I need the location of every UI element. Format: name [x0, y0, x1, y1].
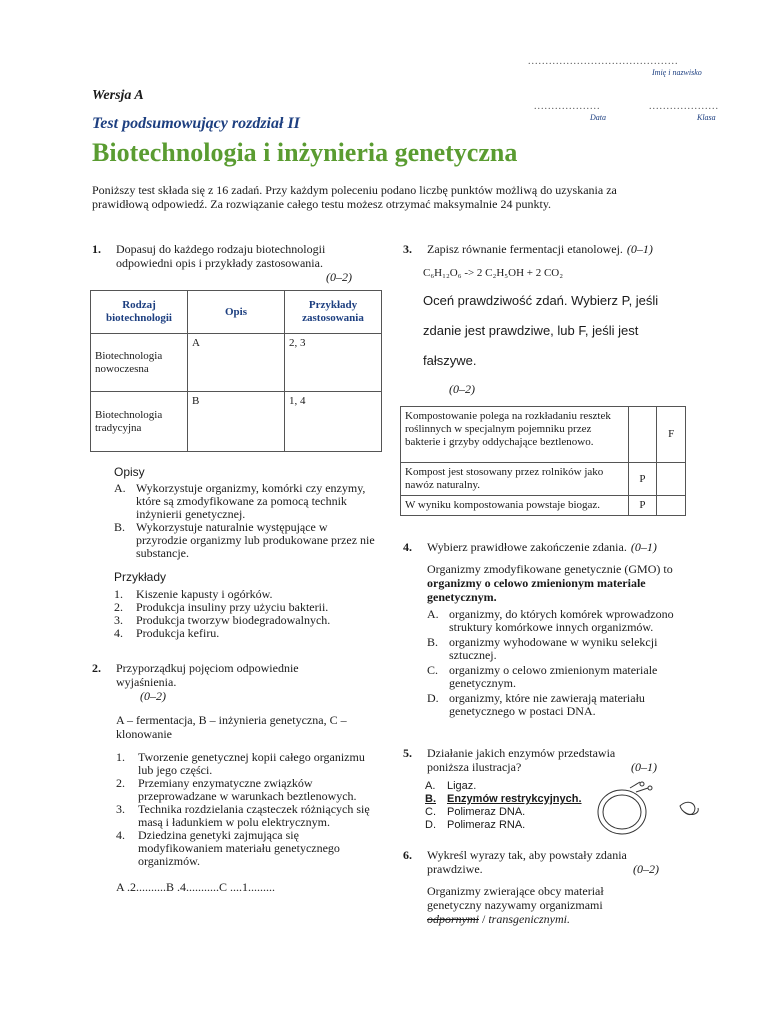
option-d[interactable]: D. Polimeraz RNA. [425, 819, 526, 831]
option-b[interactable]: B. Enzymów restrykcyjnych. [425, 793, 582, 805]
list-item: 2. Przemiany enzymatyczne związków przeprowadzane w warunkach beztlenowych. [116, 776, 357, 803]
class-field-line[interactable]: .................... [649, 101, 719, 112]
test-subtitle: Test podsumowujący rozdział II [92, 115, 300, 132]
statement-cell: Kompostowanie polega na rozkładaniu resztek roślinnych w specjalnym pojemniku przez bakterie i grzyby oddychające beztlenowo. [401, 407, 629, 463]
question-text: Przyporządkuj pojęciom odpowiednie wyjaśnienia. [116, 661, 299, 689]
question-number: 4. [403, 540, 412, 554]
version-label: Wersja A [92, 88, 144, 103]
plasmid-inner-icon [603, 795, 641, 829]
question-text: Dopasuj do każdego rodzaju biotechnologii odpowiedni opis i przykłady zastosowania. [116, 242, 326, 270]
list-item: B. Wykorzystuje naturalnie występujące w przyrodzie organizmy lub produkowane przez nie substancje. [114, 520, 375, 560]
option-d[interactable]: D. organizmy, które nie zawierają materiału genetycznego w postaci DNA. [427, 691, 645, 718]
q1-answer-table [90, 290, 382, 452]
answer-cell[interactable]: B [188, 392, 285, 452]
question-3 [403, 242, 693, 396]
plasmid-cutting-illustration [590, 780, 705, 842]
option-a[interactable]: A. Ligaz. [425, 780, 477, 792]
question-1 [92, 242, 382, 284]
q4-stem: Organizmy zmodyfikowane genetycznie (GMO) to organizmy o celowo zmienionym materiale genetycznym. [427, 562, 673, 604]
intro-text: Poniższy test składa się z 16 zadań. Przy każdym poleceniu podano liczbę punktów możliwą do uzyskania za prawidłową odpowiedź. Za rozwiązanie całego testu możesz otrzymać maksymalnie 24 punkty. [92, 183, 617, 211]
false-cell[interactable] [657, 463, 686, 496]
question-points: (0–1) [626, 242, 653, 256]
name-label: Imię i nazwisko [652, 68, 702, 77]
date-label: Data [590, 113, 606, 122]
question-2 [92, 661, 382, 894]
true-cell[interactable] [628, 407, 657, 463]
table-cell: Biotechnologia tradycyjna [91, 392, 188, 452]
statement-cell: Kompost jest stosowany przez rolników jako nawóz naturalny. [401, 463, 629, 496]
question-number: 2. [92, 661, 101, 675]
answer-cell[interactable]: 2, 3 [285, 334, 382, 392]
table-header: Opis [188, 291, 285, 334]
q2-answer-line[interactable]: A .2..........B .4...........C ....1......... [116, 880, 276, 894]
question-number: 1. [92, 242, 101, 256]
list-item: 2. Produkcja insuliny przy użyciu bakterii. [114, 600, 329, 614]
list-item: 1. Kiszenie kapusty i ogórków. [114, 587, 273, 601]
list-item: 3. Produkcja tworzyw biodegradowalnych. [114, 613, 331, 627]
terms-list: A – fermentacja, B – inżynieria genetyczna, C – klonowanie [116, 713, 347, 741]
question-text: Wybierz prawidłowe zakończenie zdania. [427, 540, 627, 554]
table-cell: Biotechnologia nowoczesna [91, 334, 188, 392]
false-cell[interactable] [657, 496, 686, 516]
answer-highlight: organizmy o celowo zmienionym materiale genetycznym. [427, 576, 646, 604]
statement-cell: W wyniku kompostowania powstaje biogaz. [401, 496, 629, 516]
table-header: Rodzaj biotechnologii [91, 291, 188, 334]
option-c[interactable]: C. organizmy o celowo zmienionym materiale genetycznym. [427, 663, 658, 690]
list-item: 4. Dziedzina genetyki zajmująca się modyfikowaniem materiału genetycznego organizmów. [116, 828, 340, 868]
list-item: 1. Tworzenie genetycznej kopii całego organizmu lub jego części. [116, 750, 365, 777]
question-text: Działanie jakich enzymów przedstawia poniższa ilustracja? [427, 746, 616, 774]
question-number: 6. [403, 848, 412, 862]
page-title: Biotechnologia i inżynieria genetyczna [92, 138, 518, 167]
question-text: Wykreśl wyrazy tak, aby powstały zdania prawdziwe. [427, 848, 627, 876]
question-points: (0–2) [449, 382, 475, 396]
q3-instruction: Oceń prawdziwość zdań. Wybierz P, jeśli zdanie jest prawdziwe, lub F, jeśli jest fałszywe. [423, 293, 659, 368]
question-points: (0–2) [633, 862, 659, 876]
cut-dna-icon [680, 802, 698, 814]
plasmid-outer-icon [598, 790, 646, 834]
option-a[interactable]: A. organizmy, do których komórek wprowadzono struktury komórkowe innych organizmów. [427, 607, 674, 634]
option-c[interactable]: C. Polimeraz DNA. [425, 806, 526, 818]
question-4 [403, 540, 693, 718]
list-item: 4. Produkcja kefiru. [114, 626, 220, 640]
q1-descriptions [114, 465, 376, 640]
question-points: (0–1) [630, 540, 657, 554]
question-points: (0–2) [326, 270, 352, 284]
table-header: Przykłady zastosowania [285, 291, 382, 334]
question-points: (0–2) [140, 689, 166, 703]
true-cell[interactable]: P [628, 496, 657, 516]
question-text: Zapisz równanie fermentacji etanolowej. [427, 242, 623, 256]
date-field-line[interactable]: ................... [534, 101, 601, 112]
examples-label: Przykłady [114, 570, 167, 584]
chosen-word[interactable]: transgenicznymi. [488, 912, 570, 926]
list-item: A. Wykorzystuje organizmy, komórki czy enzymy, które są zmodyfikowane za pomocą technik inżynierii genetycznej. [114, 481, 366, 521]
answer-cell[interactable]: A [188, 334, 285, 392]
struck-word[interactable]: odpornymi [427, 912, 479, 926]
false-cell[interactable]: F [657, 407, 686, 463]
answer-cell[interactable]: 1, 4 [285, 392, 382, 452]
true-cell[interactable]: P [628, 463, 657, 496]
true-false-table [400, 406, 686, 516]
question-number: 3. [403, 242, 412, 256]
descriptions-label: Opisy [114, 465, 145, 479]
question-points: (0–1) [631, 760, 657, 774]
name-field-line[interactable]: ........................................... [528, 56, 679, 67]
question-number: 5. [403, 746, 412, 760]
fermentation-equation[interactable]: C₆H₁₂O₆ -> 2 C₂H₅OH + 2 CO₂ [423, 267, 564, 279]
enzyme-scissors-icon [630, 782, 648, 792]
question-6 [403, 848, 693, 926]
option-b[interactable]: B. organizmy wyhodowane w wyniku selekcji sztucznej. [427, 635, 658, 662]
q6-sentence: Organizmy zwierające obcy materiał genetyczny nazywamy organizmami odpornymi / transgenicznymi. [427, 884, 604, 926]
list-item: 3. Technika rozdzielania cząsteczek różniących się masą i ładunkiem w polu elektrycznym. [116, 802, 370, 829]
class-label: Klasa [697, 113, 716, 122]
